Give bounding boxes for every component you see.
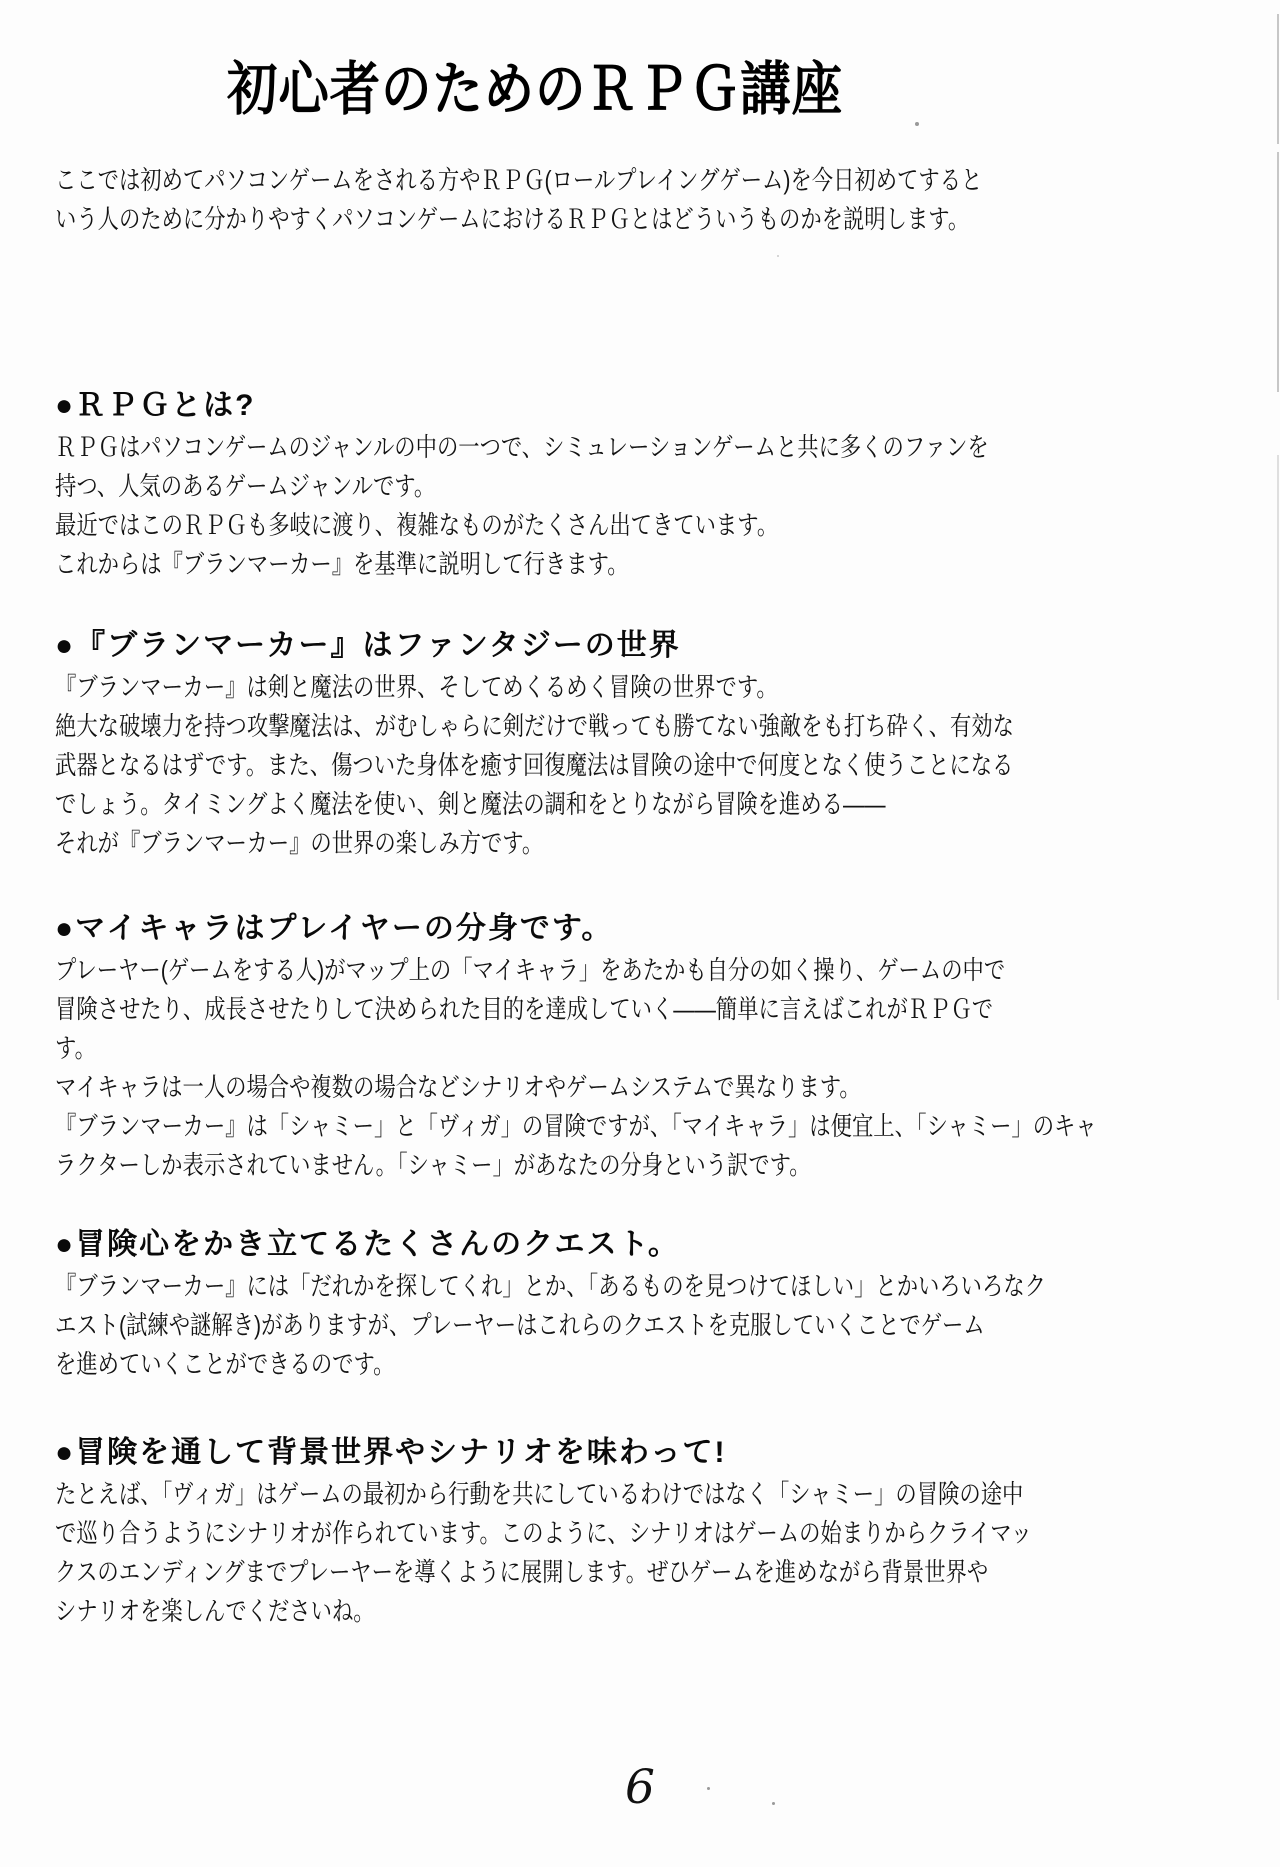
scan-speck	[707, 1787, 710, 1790]
scan-speck	[772, 1802, 775, 1805]
intro-line: ここでは初めてパソコンゲームをされる方やＲＰＧ(ロールプレイングゲーム)を今日初めてすると	[55, 165, 983, 195]
body-line: で巡り合うようにシナリオが作られています。このように、シナリオはゲームの始まりからクライマッ	[55, 1518, 1033, 1548]
body-line: を進めていくことができるのです。	[55, 1349, 395, 1379]
body-line: クスのエンディングまでプレーヤーを導くように展開します。ぜひゲームを進めながら背景世界や	[55, 1557, 989, 1587]
body-line: でしょう。タイミングよく魔法を使い、剣と魔法の調和をとりながら冒険を進める――	[55, 789, 886, 819]
body-line: ＲＰＧはパソコンゲームのジャンルの中の一つで、シミュレーションゲームと共に多くのファンを	[55, 432, 989, 462]
section-heading: ●冒険を通して背景世界やシナリオを味わって!	[55, 1436, 727, 1469]
body-line: マイキャラは一人の場合や複数の場合などシナリオやゲームシステムで異なります。	[55, 1072, 861, 1102]
body-line: シナリオを楽しんでくださいね。	[55, 1596, 375, 1626]
intro-line: いう人のために分かりやすくパソコンゲームにおけるＲＰＧとはどういうものかを説明します。	[55, 204, 970, 234]
scan-edge-artifact	[1277, 14, 1279, 144]
section-heading: ●冒険心をかき立てるたくさんのクエスト。	[55, 1228, 680, 1261]
body-line: 『ブランマーカー』は剣と魔法の世界、そしてめくるめく冒険の世界です。	[55, 672, 778, 702]
page-title: 初心者のためのＲＰＧ講座	[227, 57, 843, 122]
section-heading: ●マイキャラはプレイヤーの分身です。	[55, 912, 614, 945]
body-line: たとえば、「ヴィガ」はゲームの最初から行動を共にしているわけではなく「シャミー」の冒険の途中	[55, 1479, 1024, 1509]
section-quests	[55, 1223, 1046, 1384]
body-line: 『ブランマーカー』には「だれかを探してくれ」とか、「あるものを見つけてほしい」とかいろいろなク	[55, 1271, 1046, 1301]
section-scenario	[55, 1431, 1033, 1631]
section-my-character	[55, 907, 1097, 1185]
body-line: 絶大な破壊力を持つ攻撃魔法は、がむしゃらに剣だけで戦っても勝てない強敵をも打ち砕く、有効な	[55, 711, 1014, 741]
section-heading: ●『ブランマーカー』はファンタジーの世界	[55, 629, 681, 662]
section-heading: ●ＲＰＧとは?	[55, 389, 256, 422]
body-line: プレーヤー(ゲームをする人)がマップ上の「マイキャラ」をあたかも自分の如く操り、ゲームの中で	[55, 955, 1006, 985]
body-line: 冒険させたり、成長させたりして決められた目的を達成していく――簡単に言えばこれがＲＰＧで	[55, 994, 994, 1024]
scan-edge-artifact	[1277, 152, 1279, 392]
page-number: 6	[625, 1760, 655, 1815]
scan-speck	[915, 122, 919, 126]
section-what-is-rpg	[55, 384, 1015, 584]
scan-speck	[777, 255, 779, 257]
body-line: 『ブランマーカー』は「シャミー」と「ヴィガ」の冒険ですが、「マイキャラ」は便宜上、「シャミー」のキャ	[55, 1111, 1097, 1141]
section-fantasy-world	[55, 624, 1015, 863]
body-line: 武器となるはずです。また、傷ついた身体を癒す回復魔法は冒険の途中で何度となく使うことになる	[55, 750, 1014, 780]
scan-edge-artifact	[1277, 455, 1279, 1000]
body-line: これからは『ブランマーカー』を基準に説明して行きます。	[55, 549, 629, 579]
body-line: 最近ではこのＲＰＧも多岐に渡り、複雑なものがたくさん出てきています。	[55, 510, 779, 540]
body-line: エスト(試練や謎解き)がありますが、プレーヤーはこれらのクエストを克服していくことでゲーム	[55, 1310, 985, 1340]
body-line: す。	[55, 1033, 96, 1063]
page-content	[55, 0, 1097, 1631]
body-line: 持つ、人気のあるゲームジャンルです。	[55, 471, 436, 501]
intro-paragraph	[55, 161, 1015, 239]
body-line: ラクターしか表示されていません。「シャミー」があなたの分身という訳です。	[55, 1150, 811, 1180]
body-line: それが『ブランマーカー』の世界の楽しみ方です。	[55, 828, 544, 858]
